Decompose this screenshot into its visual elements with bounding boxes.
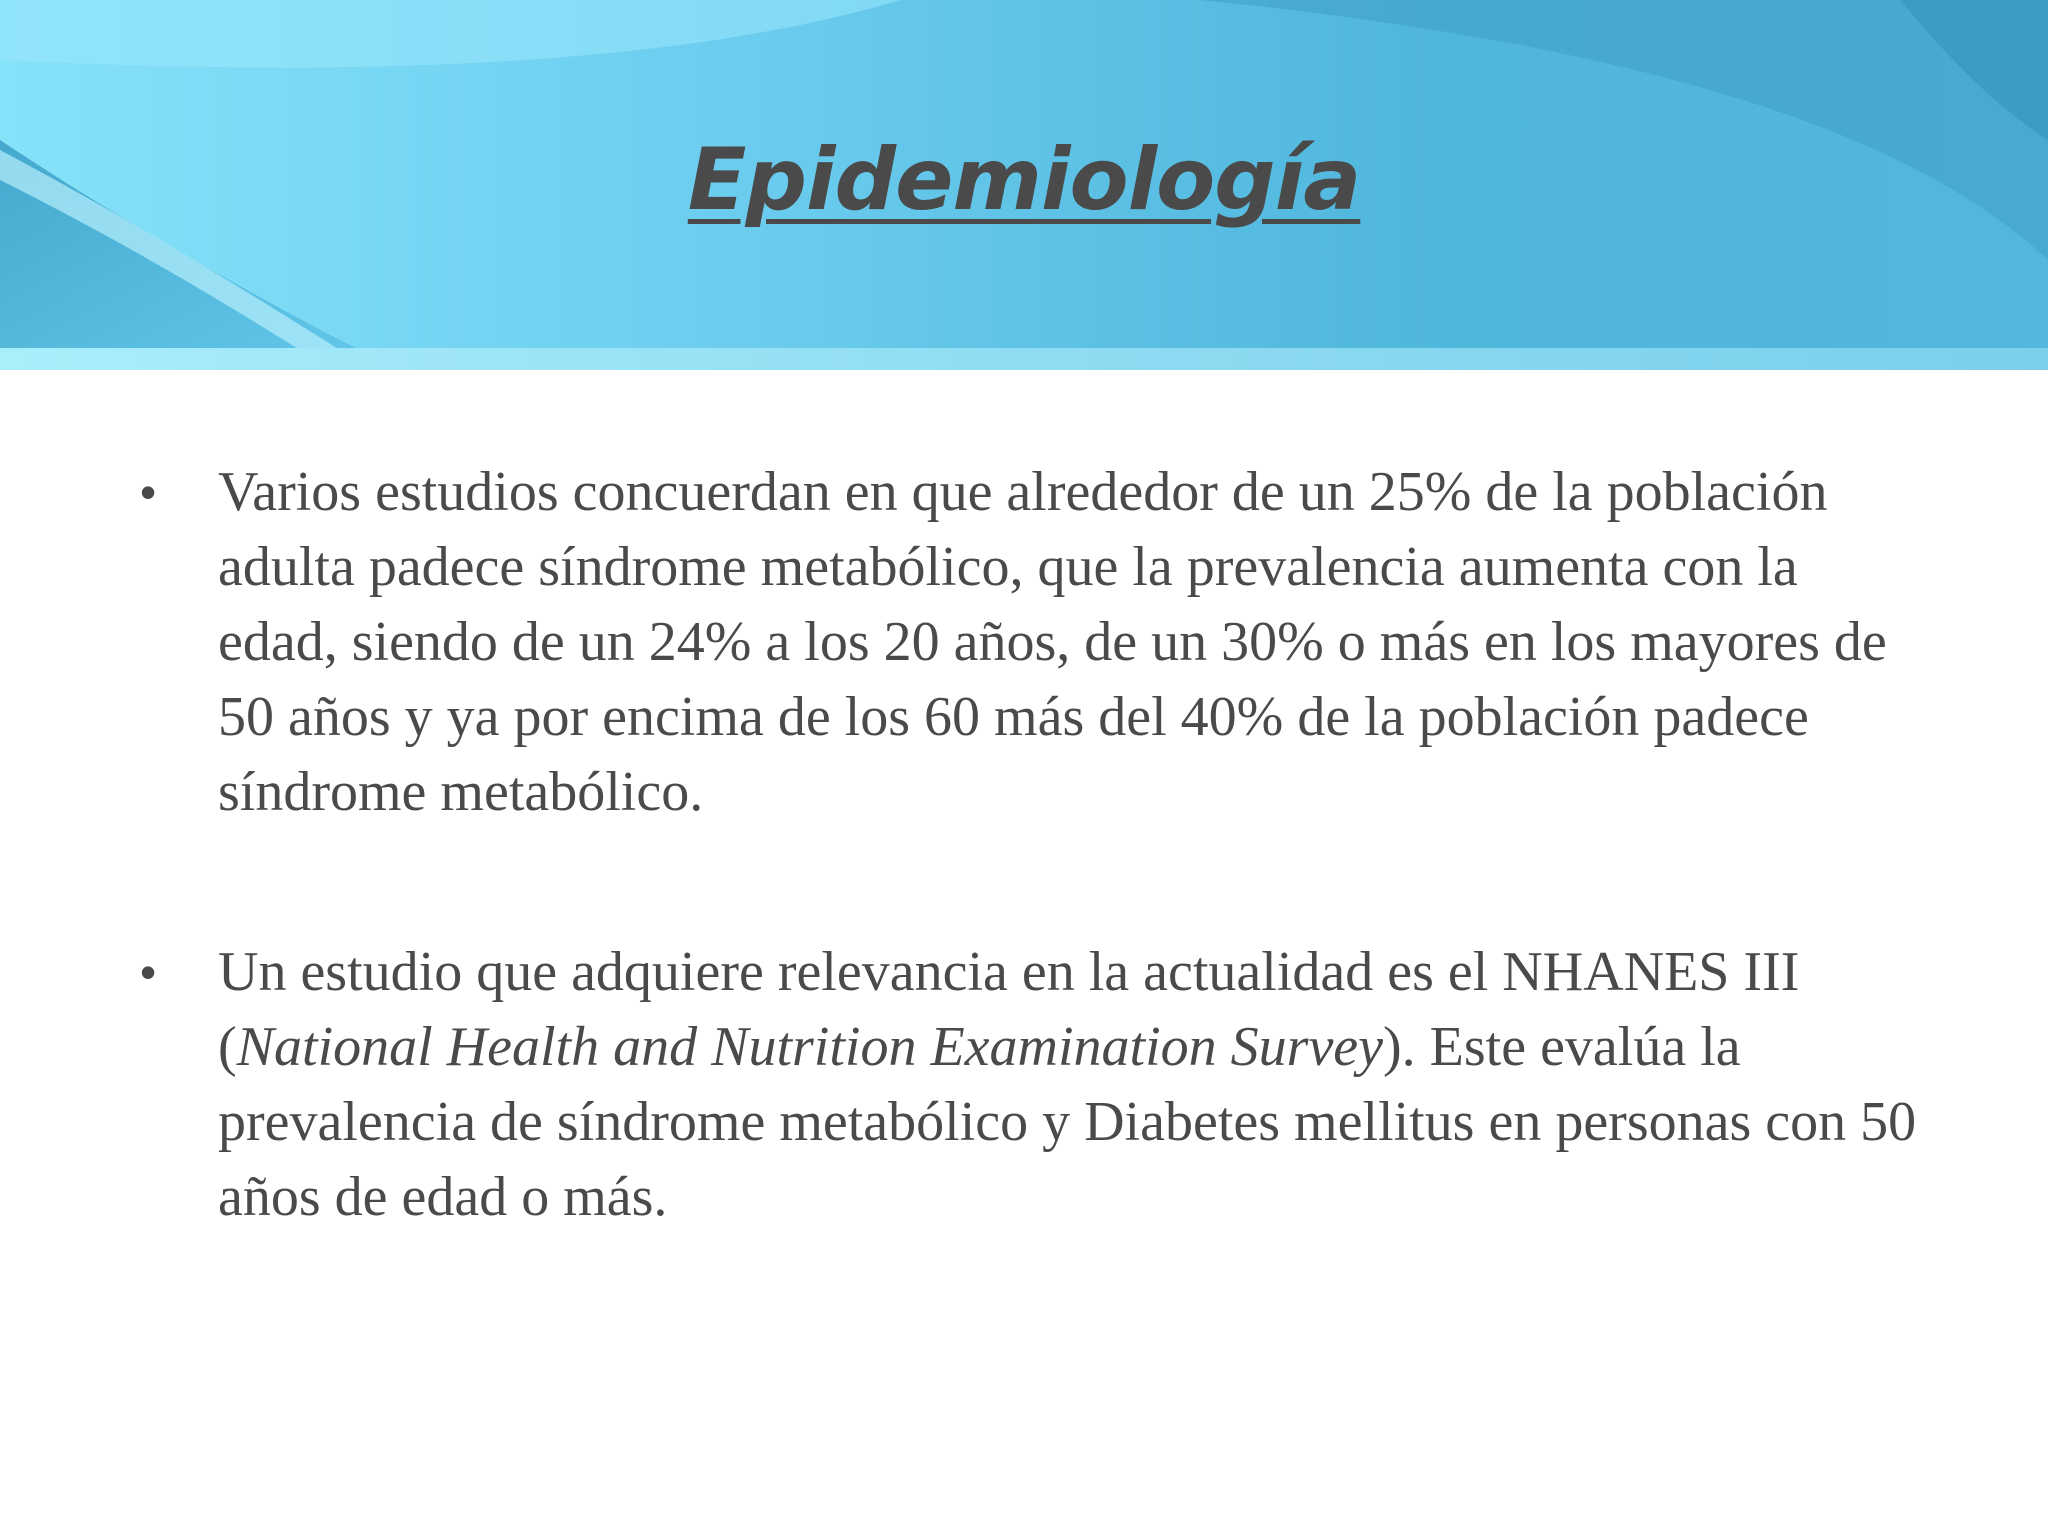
bullet-list [140,455,1930,1340]
bullet-text-before: Un estudio que adquiere relevancia en la actualidad es el NHANES III ( [218,941,1800,1078]
bullet-item [140,935,1930,1235]
bullet-dot-icon: • [140,946,157,998]
bullet-text: Varios estudios concuerdan en que alrededor de un 25% de la población adulta padece síndrome metabólico, que la prevalencia aumenta con la edad, siendo de un 24% a los 20 años, de un 30% o más en los mayores de 50 años y ya por encima de los 60 más del 40% de la población padece síndrome metabólico. [218,461,1887,823]
bullet-item [140,455,1930,830]
bullet-text [218,941,1916,1228]
slide-title-text: Epidemiología [687,130,1361,230]
bullet-text-italic: National Health and Nutrition Examination Survey [236,1016,1384,1078]
slide-title [0,130,2048,230]
bullet-text-after: ). Este evalúa la prevalencia de síndrome metabólico y Diabetes mellitus en personas con 50 años de edad o más. [218,1016,1917,1228]
bullet-dot-icon: • [140,466,157,518]
